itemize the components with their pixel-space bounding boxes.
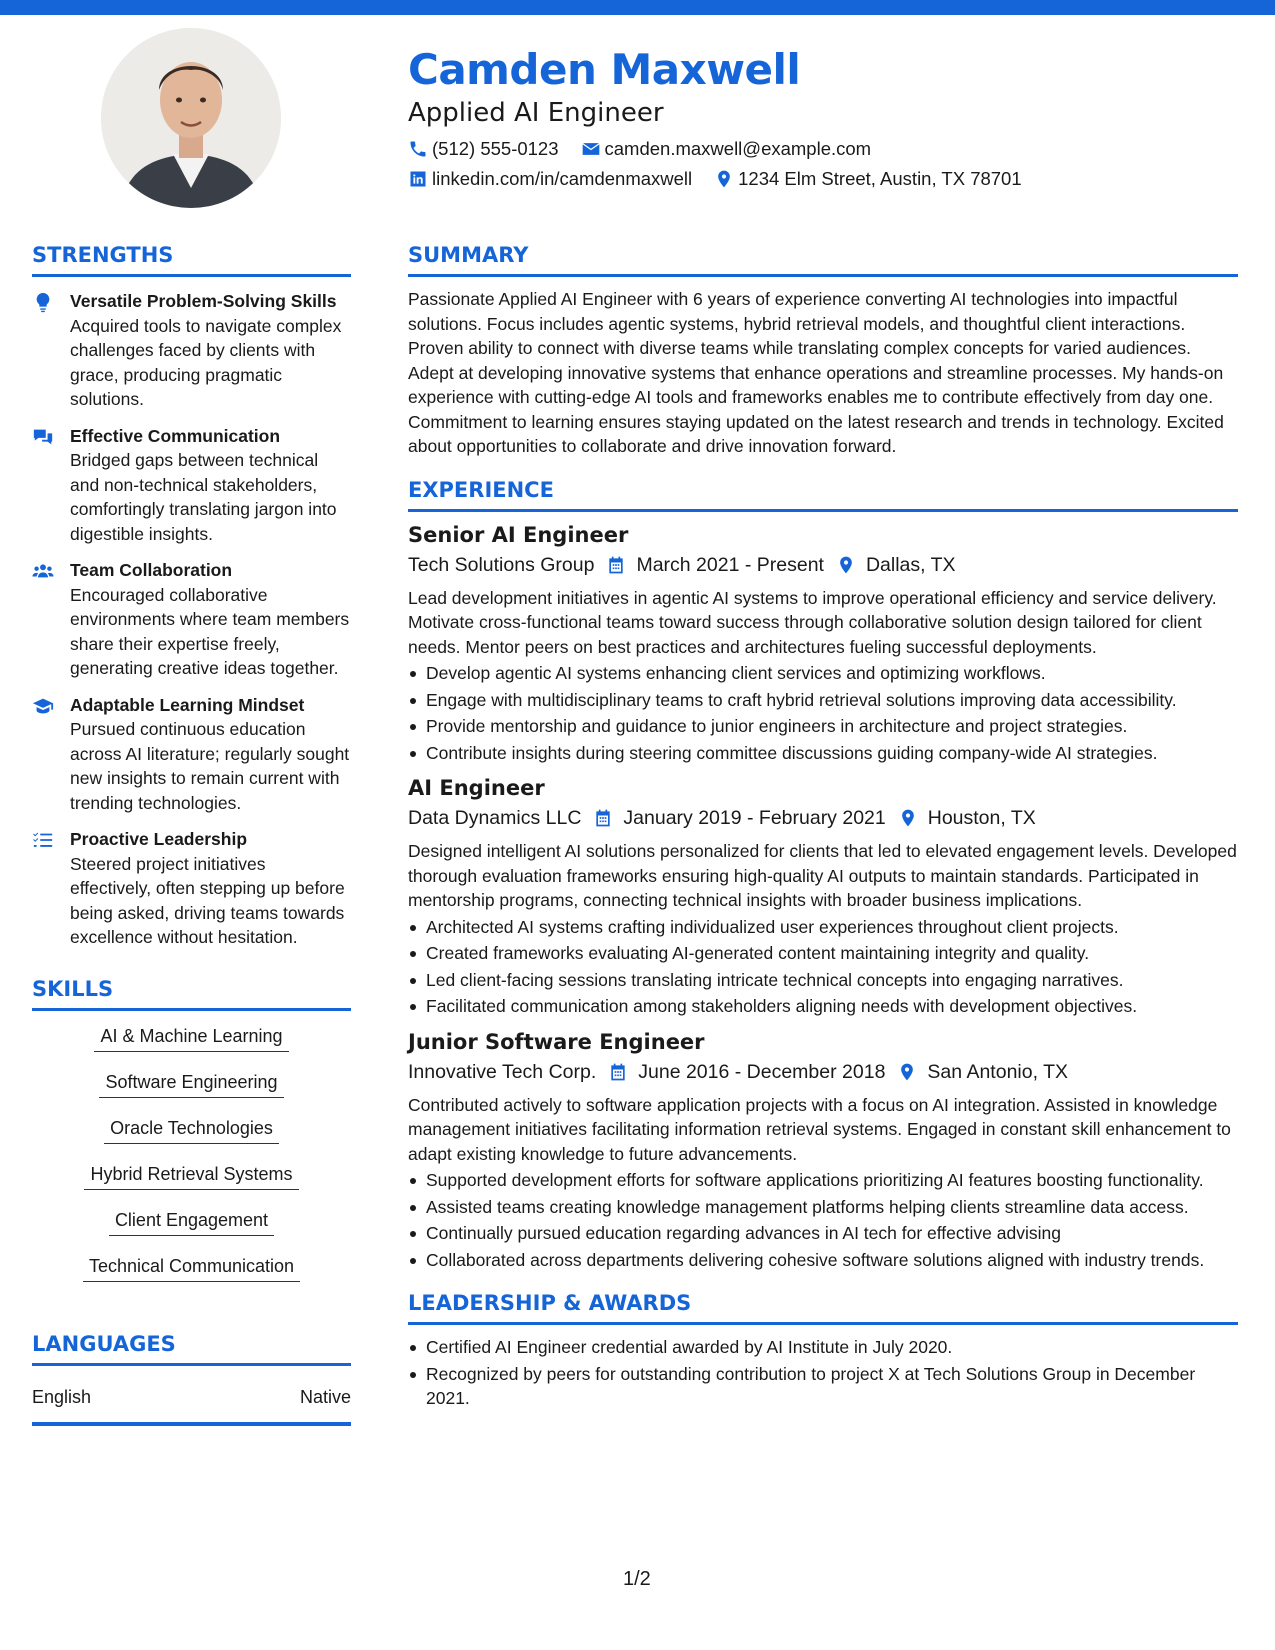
job-meta [408,803,1238,833]
phone-contact[interactable] [408,136,559,162]
job-dates: June 2016 - December 2018 [638,1060,886,1083]
list-item: Recognized by peers for outstanding contribution to project X at Tech Solutions Group in December 2021. [408,1362,1238,1411]
languages-heading: LANGUAGES [32,1329,351,1366]
job-dates: January 2019 - February 2021 [623,807,886,829]
linkedin-text: linkedin.com/in/camdenmaxwell [432,168,693,189]
email-text: camden.maxwell@example.com [604,138,872,159]
list-item: Assisted teams creating knowledge management platforms helping clients streamline data access. [408,1195,1238,1220]
calendar-icon [606,555,626,575]
skill-tag: Technical Communication [83,1253,300,1282]
top-accent-bar [0,0,1275,15]
strength-title: Proactive Leadership [70,829,248,849]
strength-text: Encouraged collaborative environments where team members share their expertise freely, generating creative ideas together. [70,584,350,678]
job-location: Houston, TX [927,807,1036,829]
strength-title: Versatile Problem-Solving Skills [70,291,337,311]
address-text: 1234 Elm Street, Austin, TX 78701 [738,168,1022,189]
job-meta [408,550,1238,580]
list-item: Engage with multidisciplinary teams to craft hybrid retrieval solutions improving data accessibility. [408,688,1238,713]
job-meta [408,1057,1238,1087]
job-description: Contributed actively to software application projects with a focus on AI integration. Assisted in knowledge management initiatives facilitating information retrieval systems. Engaged in constant skill enhancement to adapt existing knowledge to future advancements. [408,1094,1231,1164]
right-column [408,240,1238,1413]
linkedin-icon [408,169,428,189]
job-location: San Antonio, TX [927,1060,1068,1083]
strengths-heading: STRENGTHS [32,240,351,277]
calendar-icon [593,808,613,828]
strength-item [32,424,351,547]
chat-icon [32,426,54,448]
calendar-icon [608,1062,628,1082]
strength-item [32,558,351,681]
skill-tag: Oracle Technologies [104,1115,279,1144]
contact-row-2 [408,166,1238,192]
language-row [32,1384,351,1426]
awards-list [408,1335,1238,1411]
strength-item [32,827,351,950]
graduation-cap-icon [32,695,54,717]
skills-heading: SKILLS [32,974,351,1011]
job-company: Tech Solutions Group [408,553,595,576]
job-bullets [408,1168,1238,1272]
job-role: AI Engineer [408,776,545,800]
job-role: Senior AI Engineer [408,522,629,547]
contact-row-1 [408,136,1238,162]
list-item: Continually pursued education regarding advances in AI tech for effective advising [408,1221,1238,1246]
job-dates: March 2021 - Present [636,553,824,576]
experience-heading: EXPERIENCE [408,475,1238,512]
summary-heading: SUMMARY [408,240,1238,277]
job-entry [408,1027,1238,1273]
lightbulb-icon [32,291,54,313]
address-contact [714,166,1022,192]
job-description: Lead development initiatives in agentic AI systems to improve operational efficiency and service delivery. Motivate cross-functional teams toward success through collaborative solution design tailored for client needs. Mentor peers on best practices and architectures fueling successful deployments. [408,587,1217,657]
summary-text: Passionate Applied AI Engineer with 6 years of experience converting AI technologies into impactful solutions. Focus includes agentic systems, hybrid retrieval models, and thoughtful client interactions. Proven ability to connect with diverse teams while translating complex concepts for varied audiences. Adept at developing innovative systems that enhance operations and streamline processes. My hands-on experience with cutting-edge AI tools and frameworks enables me to contribute effectively from day one. Commitment to learning ensures staying updated on the latest research and trends in technology. Excited about opportunities to collaborate and drive innovation forward. [408,289,1224,456]
page-number: 1/2 [623,1568,651,1590]
strength-title: Adaptable Learning Mindset [70,694,305,715]
candidate-title: Applied AI Engineer [408,98,664,128]
phone-icon [408,139,428,159]
awards-heading: LEADERSHIP & AWARDS [408,1288,1238,1325]
job-company: Data Dynamics LLC [408,807,582,829]
list-item: Created frameworks evaluating AI-generated content maintaining integrity and quality. [408,941,1238,966]
strength-text: Pursued continuous education across AI literature; regularly sought new insights to remain current with trending technologies. [70,719,350,813]
strength-title: Team Collaboration [70,560,233,580]
job-entry [408,773,1238,1019]
list-item: Contribute insights during steering committee discussions guiding company-wide AI strategies. [408,741,1238,766]
job-role: Junior Software Engineer [408,1029,705,1054]
candidate-name: Camden Maxwell [408,45,801,94]
job-description: Designed intelligent AI solutions personalized for clients that led to elevated engagement levels. Developed thorough evaluation frameworks ensuring high-quality AI outputs to maintain standards. Participated in mentorship programs, connecting technical insights with broader business implications. [408,841,1237,910]
left-column [32,240,351,1426]
job-bullets [408,661,1238,765]
skill-tag: Client Engagement [109,1207,274,1236]
linkedin-contact[interactable] [408,166,692,192]
phone-text: (512) 555-0123 [432,138,559,159]
list-item: Led client-facing sessions translating intricate technical concepts into engaging narratives. [408,968,1238,993]
map-pin-icon [836,555,856,575]
map-pin-icon [897,1062,917,1082]
strength-text: Acquired tools to navigate complex challenges faced by clients with grace, producing pragmatic solutions. [70,315,342,409]
map-pin-icon [714,169,734,189]
job-location: Dallas, TX [865,553,956,576]
email-contact[interactable] [581,136,872,162]
resume-header [408,42,1238,192]
map-pin-icon [898,808,918,828]
list-item: Supported development efforts for software applications prioritizing AI features boosting functionality. [408,1168,1238,1193]
language-level: Native [299,1386,351,1407]
strength-item [32,693,351,816]
list-item: Facilitated communication among stakeholders aligning needs with development objectives. [408,994,1238,1019]
strength-text: Bridged gaps between technical and non-technical stakeholders, comfortingly translating jargon into digestible insights. [70,450,337,544]
list-item: Develop agentic AI systems enhancing client services and optimizing workflows. [408,661,1238,686]
skill-tag: Software Engineering [99,1069,283,1098]
skill-tag: AI & Machine Learning [94,1023,288,1052]
list-item: Architected AI systems crafting individualized user experiences throughout client projects. [408,915,1238,940]
list-item: Provide mentorship and guidance to junior engineers in architecture and project strategies. [408,714,1238,739]
envelope-icon [581,139,601,159]
list-item: Certified AI Engineer credential awarded by AI Institute in July 2020. [408,1335,1238,1360]
profile-photo [101,28,281,208]
job-company: Innovative Tech Corp. [408,1060,597,1083]
list-check-icon [32,829,54,851]
strength-text: Steered project initiatives effectively, often stepping up before being asked, driving teams towards excellence without hesitation. [70,853,345,947]
list-item: Collaborated across departments delivering cohesive software solutions aligned with industry trends. [408,1248,1238,1273]
skills-list [32,1023,351,1299]
job-bullets [408,915,1238,1019]
job-entry [408,520,1238,766]
skill-tag: Hybrid Retrieval Systems [84,1161,298,1190]
strength-title: Effective Communication [70,425,281,446]
team-icon [32,560,54,582]
language-name: English [32,1386,92,1407]
strength-item [32,289,351,412]
